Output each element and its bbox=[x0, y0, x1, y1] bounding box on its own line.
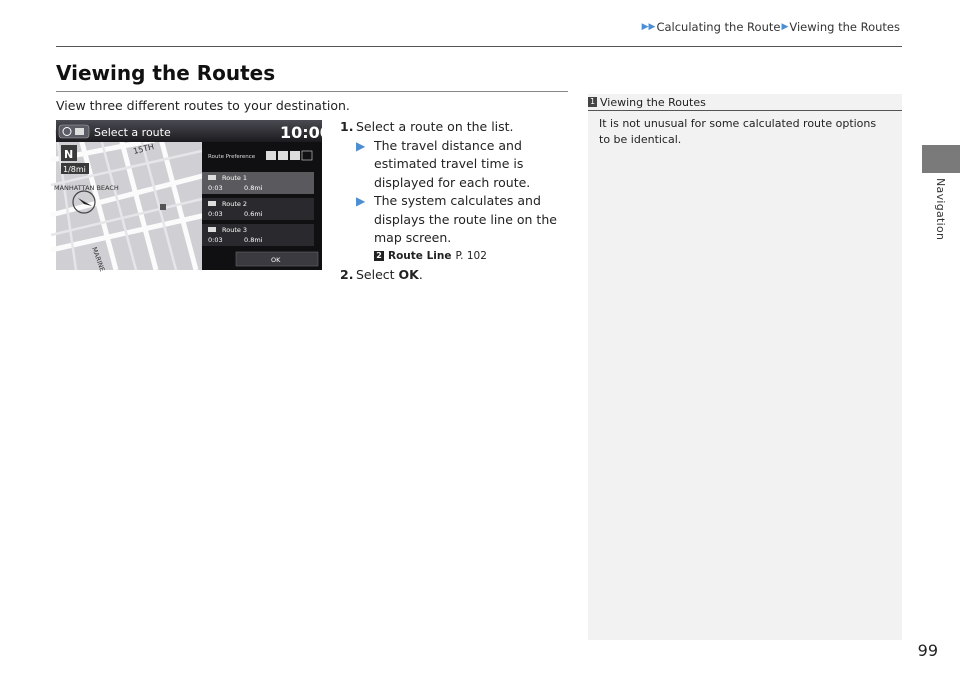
screen-header: Select a route bbox=[94, 126, 171, 139]
arrow-icon: ▶ bbox=[356, 138, 366, 153]
step-text: Select a route on the list. bbox=[356, 119, 514, 134]
note-number-icon: 1 bbox=[589, 97, 596, 106]
step-substep: ▶ The travel distance and estimated travel time is displayed for each route. bbox=[356, 137, 562, 193]
route-option-2[interactable] bbox=[202, 198, 314, 220]
screen-clock: 10:00 bbox=[280, 123, 331, 142]
svg-text:OK: OK bbox=[271, 256, 281, 264]
svg-text:Route 1: Route 1 bbox=[222, 174, 248, 182]
svg-text:0.8mi: 0.8mi bbox=[244, 184, 263, 192]
svg-text:Route 2: Route 2 bbox=[222, 200, 248, 208]
step-1 bbox=[340, 118, 562, 137]
intro-text: View three different routes to your destination. bbox=[56, 98, 350, 113]
route-option-3[interactable] bbox=[202, 224, 314, 246]
svg-text:1/8mi: 1/8mi bbox=[63, 165, 86, 174]
note-title: Viewing the Routes bbox=[600, 95, 706, 109]
street-label: MARINE bbox=[90, 245, 107, 273]
triangle-icon: ▶▶ bbox=[641, 22, 656, 32]
svg-text:0:03: 0:03 bbox=[208, 236, 223, 244]
route-preference-label: Route Preference bbox=[208, 154, 256, 160]
route-option-1[interactable] bbox=[202, 172, 314, 194]
step-2 bbox=[340, 266, 562, 285]
breadcrumb-item-viewing[interactable]: Viewing the Routes bbox=[789, 20, 900, 34]
triangle-icon: ▶ bbox=[781, 22, 789, 32]
breadcrumb-item-calculating[interactable]: Calculating the Route bbox=[656, 20, 781, 34]
title-rule bbox=[56, 91, 568, 92]
north-compass-icon[interactable] bbox=[61, 145, 77, 161]
svg-text:0.6mi: 0.6mi bbox=[244, 210, 263, 218]
cross-reference-link[interactable]: 2 Route Line P. 102 bbox=[374, 248, 562, 264]
navigation-screenshot bbox=[54, 120, 331, 273]
arrow-icon: ▶ bbox=[356, 194, 366, 208]
side-note-panel bbox=[588, 94, 902, 640]
step-substep: ▶ The system calculates and displays the route line on the map screen. bbox=[356, 192, 562, 248]
back-button[interactable] bbox=[59, 125, 89, 138]
note-body: It is not unusual for some calculated route options to be identical. bbox=[599, 117, 877, 146]
street-label: 15TH bbox=[132, 142, 155, 156]
step-number: 2. bbox=[340, 266, 354, 282]
street-label: MANHATTAN BEACH bbox=[54, 184, 119, 192]
breadcrumb bbox=[641, 20, 900, 34]
svg-text:Route 3: Route 3 bbox=[222, 226, 248, 234]
page-title: Viewing the Routes bbox=[56, 61, 276, 85]
section-tab-marker bbox=[922, 145, 960, 173]
svg-text:0.8mi: 0.8mi bbox=[244, 236, 263, 244]
header-rule bbox=[56, 46, 902, 47]
step-number: 1. bbox=[340, 119, 354, 134]
poi-icon bbox=[160, 204, 166, 210]
section-tab-label: Navigation bbox=[934, 178, 947, 241]
ok-button[interactable] bbox=[236, 252, 318, 266]
page-number: 99 bbox=[917, 641, 938, 660]
reference-icon: 2 bbox=[374, 251, 384, 261]
svg-text:0:03: 0:03 bbox=[208, 184, 223, 192]
step-text: Select OK. bbox=[356, 266, 423, 282]
step-list bbox=[340, 118, 562, 284]
svg-text:N: N bbox=[64, 148, 74, 161]
note-header bbox=[588, 94, 902, 111]
svg-text:0:03: 0:03 bbox=[208, 210, 223, 218]
